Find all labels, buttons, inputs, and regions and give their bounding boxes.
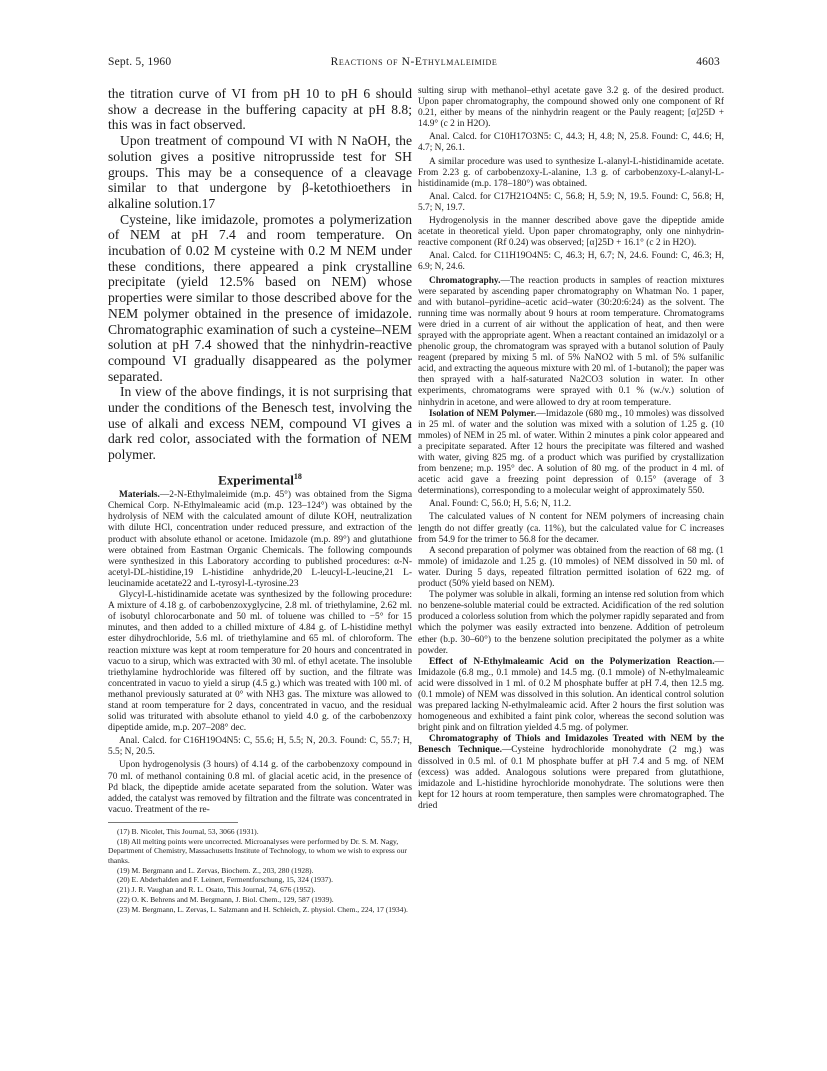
footnotes <box>108 827 412 914</box>
chromatography-paragraph: Chromatography.—The reaction products in samples of reaction mixtures were separated by ascending paper chromatography on Whatman No. 1 paper, and with butanol–pyridine–acetic acid–water (30:20:6:24) as the solvent. The running time was normally about 9 hours at room temperature. Chromatograms were dried in a current of air without the application of heat, and then were sprayed with the appropriate agent. When a reactant contained an imidazolyl or a phenolic group, the chromatogram was sprayed with a butanol solution of Pauly reagent (prepared by mixing 5 ml. of 5% NaNO2 with 5 ml. of 5% sulfanilic acid, and extracting the aqueous mixture with 20 ml. of 1-butanol); the paper was then sprayed with a half-saturated Na2CO3 solution in water. In other experiments, chromatograms were sprayed with 0.1 % (w./v.) solution of ninhydrin in acetone, and were allowed to dry at room temperature. <box>418 275 724 408</box>
footnote: (23) M. Bergmann, L. Zervas, L. Salzmann and H. Schleich, Z. physiol. Chem., 224, 17 (1934). <box>117 904 408 914</box>
body-paragraph: A second preparation of polymer was obtained from the reaction of 68 mg. (1 mmole) of imidazole and 1.25 g. (10 mmoles) of NEM dissolved in 50 ml. of water. During 5 days, repeated filtration permitted isolation of 622 mg. of product (50% yield based on NEM). <box>418 545 724 590</box>
running-head <box>108 56 720 72</box>
section-heading-experimental: Experimental$^{18}$ <box>218 471 302 488</box>
materials-paragraph: Materials.—2-N-Ethylmaleimide (m.p. 45°) was obtained from the Sigma Chemical Corp. N-Ethylmaleamic acid (m.p. 123–124°) was obtained by the hydrolysis of NEM with the calculated amount of dilute KOH, neutralization with dilute HCl, concentration under reduced pressure, and extraction of the product with absolute ethanol or acetone. Imidazole (m.p. 89°) and glutathione were obtained from Eastman Organic Chemicals. The following compounds were synthesized in this Laboratory according to published procedures: α-N-acetyl-DL-histidine,19 L-histidine anhydride,20 L-leucyl-L-leucine,21 L-leucinamide acetate22 and L-tyrosyl-L-tyrosine.23 <box>108 490 412 589</box>
running-head-date: Sept. 5, 1960 <box>108 56 172 68</box>
footnote-divider <box>108 822 238 823</box>
run-in-heading: Effect of N-Ethylmaleamic Acid on the Polymerization Reaction. <box>429 656 715 667</box>
body-paragraph: Upon hydrogenolysis (3 hours) of 4.14 g. of the carbobenzoxy compound in 70 ml. of methanol containing 0.8 ml. of glacial acetic acid, in the presence of Pd black, the dipeptide amide acetate separated from the solution. Water was added, the catalyst was removed by filtration and the filtrate was concentrated in vacuo. Treatment of the re- <box>108 760 412 815</box>
run-in-heading: Chromatography of Thiols and Imidazoles Treated with NEM by the Benesch Technique. <box>418 734 724 756</box>
body-paragraph: The calculated values of N content for NEM polymers of increasing chain length do not differ greatly (ca. 11%), but the calculated value for C increases from 54.9 for the trimer to 56.8 for the decamer. <box>418 512 724 545</box>
body-paragraph: sulting sirup with methanol–ethyl acetate gave 3.2 g. of the desired product. Upon paper chromatography, the compound showed only one component of Rf 0.21, either by means of the ninhydrin reagent or the Pauly reagent; [α]25D + 14.9° (c 2 in H2O). <box>418 86 724 130</box>
body-paragraph: The polymer was soluble in alkali, forming an intense red solution from which no benzene-soluble material could be extracted. Acidification of the red solution produced a colorless solution from which the polymer rapidly separated and from which the polymer was easily extracted into benzene. Addition of petroleum ether (b.p. 30–60°) to the benzene solution precipitated the polymer as a white powder. <box>418 590 724 656</box>
chromatography-thiols-paragraph: Chromatography of Thiols and Imidazoles Treated with NEM by the Benesch Technique.—Cysteine hydrochloride monohydrate (2 mg.) was dissolved in 0.5 ml. of 0.1 M phosphate buffer at pH 7.4 and 5 mg. of NEM (excess) was added. Analogous solutions were prepared from glutathione, imidazole and L-histidine hyrochloride monohydrate. The solutions were then kept for 12 hours at room temperature, then samples were chromatographed. The dried <box>418 734 724 811</box>
analysis-line: Anal. Calcd. for C11H19O4N5: C, 46.3; H, 6.7; N, 24.6. Found: C, 46.3; H, 6.9; N, 24.6. <box>418 251 724 273</box>
body-paragraph: A similar procedure was used to synthesize L-alanyl-L-histidinamide acetate. From 2.23 g. of carbobenzoxy-L-alanine, 1.3 g. of carbobenzoxy-L-alanyl-L-histidinamide (m.p. 178–180°) was obtained. <box>418 156 724 189</box>
footnote-ref: 18 <box>293 471 302 481</box>
page-number: 4603 <box>696 56 720 68</box>
footnote: (20) E. Abderhalden and F. Leinert, Fermentforschung, 15, 324 (1937). <box>117 875 333 885</box>
footnote: (19) M. Bergmann and L. Zervas, Biochem. Z., 203, 280 (1928). <box>117 865 314 875</box>
body-paragraph: Hydrogenolysis in the manner described above gave the dipeptide amide acetate in theoretical yield. Upon paper chromatography, only one ninhydrin-reactive component (Rf 0.24) was observed; [α]25D + 16.1° (c 2 in H2O). <box>418 216 724 249</box>
analysis-line: Anal. Calcd. for C17H21O4N5: C, 56.8; H, 5.9; N, 19.5. Found: C, 56.8; H, 5.7; N, 19.7. <box>418 191 724 213</box>
body-paragraph: In view of the above findings, it is not surprising that under the conditions of the Benesch test, involving the use of alkali and excess NEM, compound VI gives a dark red color, associated with the formation of NEM polymer. <box>108 384 412 463</box>
footnote: (21) J. R. Vaughan and R. L. Osato, This Journal, 74, 676 (1952). <box>117 885 316 895</box>
footnote: (17) B. Nicolet, This Journal, 53, 3066 (1931). <box>117 826 259 836</box>
left-column <box>108 86 412 914</box>
right-column <box>418 86 724 812</box>
footnote: (22) O. K. Behrens and M. Bergmann, J. Biol. Chem., 129, 587 (1939). <box>117 894 334 904</box>
analysis-line: Anal. Calcd. for C10H17O3N5: C, 44.3; H, 4.8; N, 25.8. Found: C, 44.6; H, 4.7; N, 26.1. <box>418 132 724 154</box>
analysis-line: Anal. Calcd. for C16H19O4N5: C, 55.6; H, 5.5; N, 20.3. Found: C, 55.7; H, 5.5; N, 20.5. <box>108 736 412 758</box>
run-in-heading: Isolation of NEM Polymer. <box>429 408 537 419</box>
analysis-line: Anal. Found: C, 56.0; H, 5.6; N, 11.2. <box>429 499 572 510</box>
effect-paragraph: Effect of N-Ethylmaleamic Acid on the Polymerization Reaction.—Imidazole (6.8 mg., 0.1 mmole) and 14.5 mg. (0.1 mmole) of N-ethylmaleamic acid were dissolved in 1 ml. of 0.2 M phosphate buffer at pH 7.4, then 12.5 mg. (0.1 mmole) of NEM was dissolved in this solution. An identical control solution was prepared lacking N-ethylmaleamic acid. After 2 hours the first solution was homogeneous and exhibited a faint pink color, whereas the second solution was bright pink and on filtration yielded 4.5 mg. of polymer. <box>418 656 724 734</box>
run-in-heading: Materials. <box>119 490 160 501</box>
body-paragraph: Glycyl-L-histidinamide acetate was synthesized by the following procedure: A mixture of 4.18 g. of carbobenzoxyglycine, 2.8 ml. of triethylamine, 2.62 ml. of isobutyl chlorocarbonate and 50 ml. of toluene was chilled to −5° for 15 minutes, and then added to a chilled mixture of 4.84 g. of L-histidine methyl ester dihydrochloride, 5.6 ml. of triethylamine and 65 ml. of chloroform. The reaction mixture was kept at room temperature for 20 hours and concentrated in vacuo to a sirup, which was extracted with 30 ml. of ethyl acetate. The insoluble triethylamine hydrochloride was filtered off by suction, and the filtrate was concentrated in vacuo to yield a sirup (4.5 g.) which was treated with 100 ml. of methanol previously saturated at 0° with NH3 gas. The mixture was allowed to stand at room temperature for 2 days, concentrated in vacuo, and the residual solid was triturated with absolute ethanol to yield 4.0 g. of the carbobenzoxy dipeptide amide, m.p. 207–208° dec. <box>108 590 412 734</box>
body-paragraph: Upon treatment of compound VI with N NaOH, the solution gives a positive nitroprusside test for SH groups. This may be a consequence of a cleavage similar to that undergone by β-ketothioethers in alkaline solution.17 <box>108 133 412 211</box>
run-in-heading: Chromatography. <box>429 275 501 286</box>
isolation-paragraph: Isolation of NEM Polymer.—Imidazole (680 mg., 10 mmoles) was dissolved in 25 ml. of water and the solution was mixed with a solution of 1.25 g. (10 mmoles) of NEM in 25 ml. of water. Within 2 minutes a pink color appeared and a precipitate separated. After 12 hours the precipitate was filtered and washed with water, giving 825 mg. of a product which was purified by crystallization from benzene; m.p. 195° dec. A solution of 80 mg. of the product in 4 ml. of acetic acid gave a freezing point depression of 0.15° (average of 3 determinations), corresponding to a molecular weight of approximately 550. <box>418 408 725 497</box>
footnote: (18) All melting points were uncorrected. Microanalyses were performed by Dr. S. M. Nagy, Department of Chemistry, Massachusetts Institute of Technology, to whom we wish to express our thanks. <box>108 836 407 866</box>
body-paragraph: the titration curve of VI from pH 10 to pH 6 should show a decrease in the buffering capacity at pH 8.8; this was in fact observed. <box>108 86 412 133</box>
running-head-title: Reactions of N-Ethylmaleimide <box>330 56 498 68</box>
body-paragraph: Cysteine, like imidazole, promotes a polymerization of NEM at pH 7.4 and room temperature. On incubation of 0.02 M cysteine with 0.2 M NEM under these conditions, there appeared a pink crystalline precipitate (yield 12.5% based on NEM) whose properties were similar to those described above for the NEM polymer obtained in the presence of imidazole. Chromatographic examination of such a cysteine–NEM solution at pH 7.4 showed that the ninhydrin-reactive compound VI gradually disappeared as the polymer separated. <box>108 211 412 384</box>
